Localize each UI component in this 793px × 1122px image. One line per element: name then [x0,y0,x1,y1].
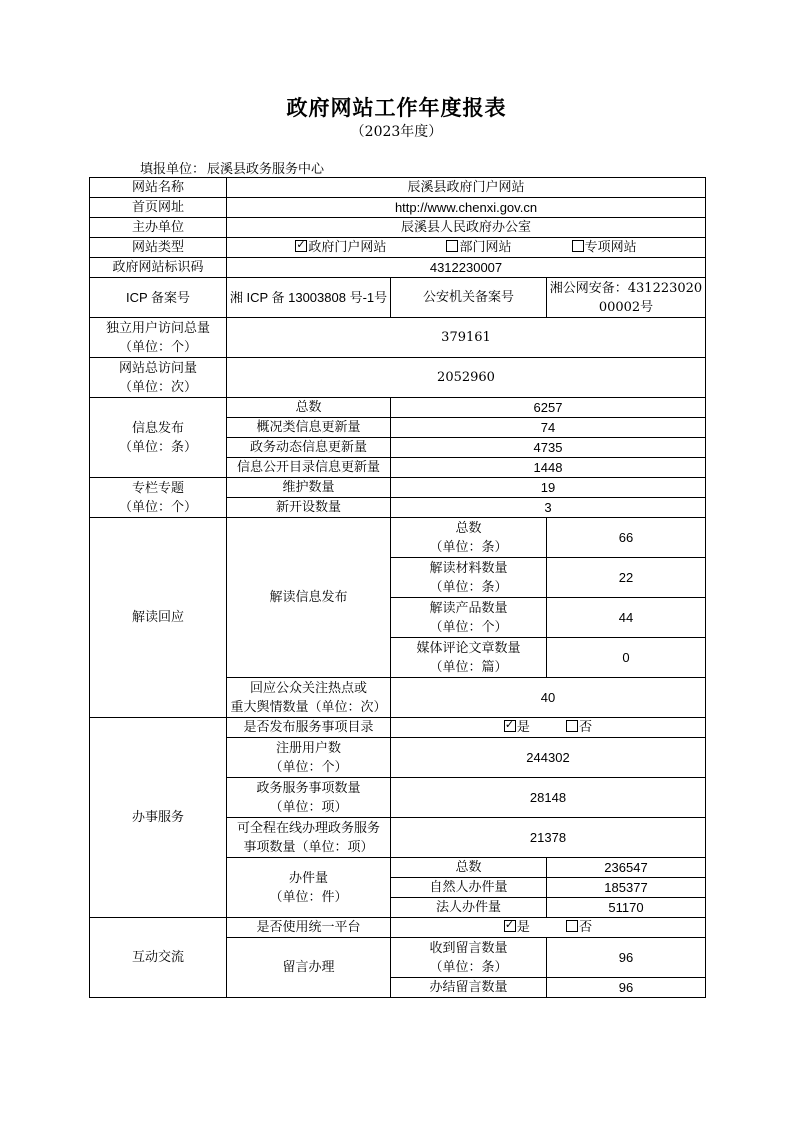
cases-row-value: 51170 [547,898,706,918]
checkbox-empty-icon [566,720,578,732]
info-row-value: 1448 [391,458,706,478]
row-special-maintain [90,478,706,498]
site-id-value: 4312230007 [227,258,706,278]
platform-option-yes: ✓ 是 [504,918,530,937]
interpret-row-value: 0 [547,638,706,678]
site-type-options [227,238,706,258]
special-row-value: 3 [391,498,706,518]
service-reg-label: 注册用户数 （单位：个） [227,738,391,778]
row-icp [90,278,706,318]
info-row-label: 信息公开目录信息更新量 [227,458,391,478]
interpret-row-label: 解读材料数量 （单位：条） [391,558,547,598]
row-interpret-total [90,518,706,558]
special-row-label: 维护数量 [227,478,391,498]
info-row-label: 总数 [227,398,391,418]
info-row-value: 74 [391,418,706,438]
interact-done-label: 办结留言数量 [391,978,547,998]
row-site-name [90,178,706,198]
sponsor-label: 主办单位 [90,218,227,238]
type-option-portal: ✓ 政府门户网站 [295,238,386,257]
uv-label: 独立用户访问总量 （单位：个） [90,318,227,358]
cases-row-label: 自然人办件量 [391,878,547,898]
special-row-value: 19 [391,478,706,498]
cases-row-value: 236547 [547,858,706,878]
police-label: 公安机关备案号 [391,278,547,318]
info-row-label: 概况类信息更新量 [227,418,391,438]
checkbox-checked-icon [504,920,516,932]
interpret-publish-label: 解读信息发布 [227,518,391,678]
service-catalog-label: 是否发布服务事项目录 [227,718,391,738]
interpret-row-label: 总数 （单位：条） [391,518,547,558]
interpret-section-label: 解读回应 [90,518,227,718]
filler-value: 辰溪县政务服务中心 [207,162,325,177]
row-site-url [90,198,706,218]
icp-value: 湘 ICP 备 13003808 号-1号 [227,278,391,318]
service-items-label: 政务服务事项数量 （单位：项） [227,778,391,818]
sponsor-value: 辰溪县人民政府办公室 [227,218,706,238]
cases-row-label: 总数 [391,858,547,878]
interpret-row-label: 媒体评论文章数量 （单位：篇） [391,638,547,678]
site-url-label: 首页网址 [90,198,227,218]
cases-row-value: 185377 [547,878,706,898]
police-value: 湘公网安备：43122302000002号 [547,278,706,318]
service-online-label: 可全程在线办理政务服务 事项数量（单位：项） [227,818,391,858]
service-section-label: 办事服务 [90,718,227,918]
interpret-row-value: 22 [547,558,706,598]
filler-unit [138,158,324,177]
checkbox-empty-icon [446,240,458,252]
special-row-label: 新开设数量 [227,498,391,518]
interact-platform-label: 是否使用统一平台 [227,918,391,938]
info-row-value: 6257 [391,398,706,418]
pv-value: 2052960 [227,358,706,398]
interact-done-value: 96 [547,978,706,998]
service-items-value: 28148 [391,778,706,818]
row-service-catalog [90,718,706,738]
row-site-id [90,258,706,278]
interact-received-value: 96 [547,938,706,978]
type-option-department: 部门网站 [446,238,511,257]
special-section-label: 专栏专题 （单位：个） [90,478,227,518]
interpret-hot-label: 回应公众关注热点或 重大舆情数量（单位：次） [227,678,391,718]
service-cases-label: 办件量 （单位：件） [227,858,391,918]
service-online-value: 21378 [391,818,706,858]
interpret-row-label: 解读产品数量 （单位：个） [391,598,547,638]
checkbox-checked-icon [504,720,516,732]
interpret-row-value: 66 [547,518,706,558]
filler-label: 填报单位： [140,162,206,177]
interpret-hot-value: 40 [391,678,706,718]
interact-msg-label: 留言办理 [227,938,391,998]
interpret-row-value: 44 [547,598,706,638]
info-row-label: 政务动态信息更新量 [227,438,391,458]
site-id-label: 政府网站标识码 [90,258,227,278]
icp-label: ICP 备案号 [90,278,227,318]
report-title: 政府网站工作年度报表 [286,95,507,120]
row-site-type [90,238,706,258]
site-name-value: 辰溪县政府门户网站 [227,178,706,198]
pv-label: 网站总访问量 （单位：次） [90,358,227,398]
info-row-value: 4735 [391,438,706,458]
row-unique-visitors [90,318,706,358]
site-url-value: http://www.chenxi.gov.cn [227,198,706,218]
site-type-label: 网站类型 [90,238,227,258]
checkbox-empty-icon [566,920,578,932]
row-page-views [90,358,706,398]
cases-row-label: 法人办件量 [391,898,547,918]
type-option-special: 专项网站 [572,238,637,257]
row-interact-platform [90,918,706,938]
info-section-label: 信息发布 （单位：条） [90,398,227,478]
site-name-label: 网站名称 [90,178,227,198]
checkbox-empty-icon [572,240,584,252]
interact-section-label: 互动交流 [90,918,227,998]
platform-option-no: 否 [566,918,592,937]
uv-value: 379161 [227,318,706,358]
checkbox-checked-icon [295,240,307,252]
catalog-option-yes: ✓ 是 [504,718,530,737]
report-subtitle: （2023年度） [350,124,443,140]
report-table [89,177,706,998]
catalog-option-no: 否 [566,718,592,737]
interact-received-label: 收到留言数量 （单位：条） [391,938,547,978]
service-reg-value: 244302 [391,738,706,778]
row-sponsor [90,218,706,238]
interact-platform-options [391,918,706,938]
service-catalog-options [391,718,706,738]
row-info-total [90,398,706,418]
